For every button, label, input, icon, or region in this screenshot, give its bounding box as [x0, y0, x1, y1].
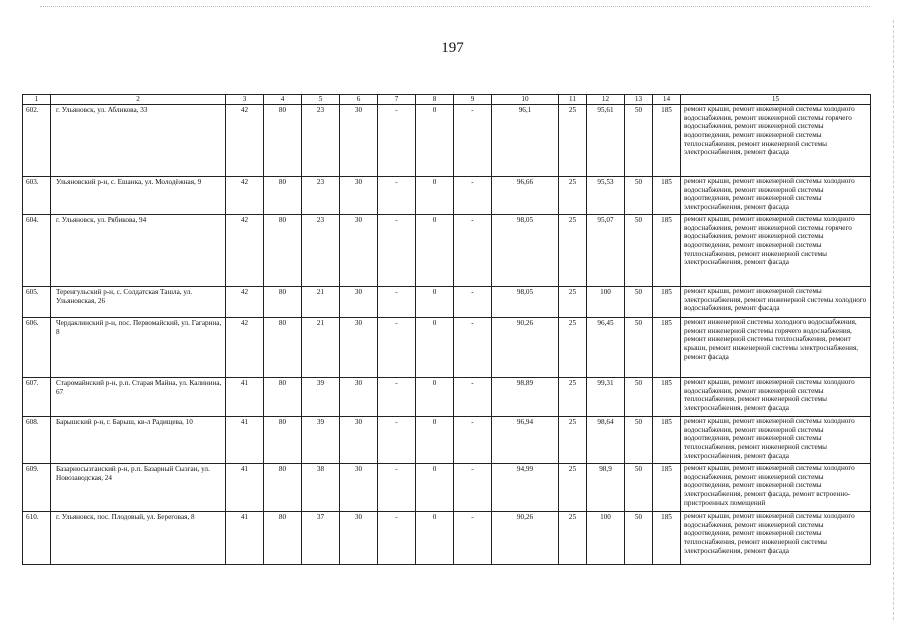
column-header: 12 — [587, 95, 625, 105]
header-row — [23, 95, 871, 105]
col-12: 100 — [587, 512, 625, 565]
row-number: 610. — [23, 512, 51, 565]
col-10: 98,89 — [492, 378, 559, 417]
column-header: 6 — [340, 95, 378, 105]
col-3: 41 — [226, 464, 264, 512]
work-list: ремонт крыши, ремонт инженерной системы холодного водоснабжения, ремонт инженерной системы теплоснабжения, ремонт инженерной системы электроснабжения, ремонт фасада — [681, 378, 871, 417]
address: Старомайнский р-н, р.п. Старая Майна, ул. Калинина, 67 — [51, 378, 226, 417]
col-13: 50 — [625, 105, 653, 177]
col-12: 95,07 — [587, 215, 625, 287]
col-4: 80 — [264, 417, 302, 464]
address: г. Ульяновск, ул. Рябикова, 94 — [51, 215, 226, 287]
col-13: 50 — [625, 318, 653, 378]
col-9: - — [454, 177, 492, 215]
address: г. Ульяновск, пос. Плодовый, ул. Береговая, 8 — [51, 512, 226, 565]
col-13: 50 — [625, 287, 653, 318]
row-number: 608. — [23, 417, 51, 464]
row-number: 606. — [23, 318, 51, 378]
table-row — [23, 215, 871, 287]
col-6: 30 — [340, 378, 378, 417]
column-header: 8 — [416, 95, 454, 105]
table-row — [23, 287, 871, 318]
col-6: 30 — [340, 287, 378, 318]
row-number: 607. — [23, 378, 51, 417]
col-5: 37 — [302, 512, 340, 565]
col-11: 25 — [559, 512, 587, 565]
work-list: ремонт крыши, ремонт инженерной системы электроснабжения, ремонт инженерной системы холодного водоснабжения, ремонт фасада — [681, 287, 871, 318]
col-3: 41 — [226, 378, 264, 417]
col-14: 185 — [653, 417, 681, 464]
work-list: ремонт крыши, ремонт инженерной системы холодного водоснабжения, ремонт инженерной системы водоотведения, ремонт инженерной системы электроснабжения, ремонт фасада — [681, 177, 871, 215]
col-9: - — [454, 378, 492, 417]
col-14: 185 — [653, 318, 681, 378]
address: Барышский р-н, г. Барыш, кв-л Радищева, 10 — [51, 417, 226, 464]
col-3: 42 — [226, 177, 264, 215]
work-list: ремонт крыши, ремонт инженерной системы холодного водоснабжения, ремонт инженерной системы водоотведения, ремонт инженерной системы электроснабжения, ремонт фасада, ремонт встроенно-пристроенных помещений — [681, 464, 871, 512]
col-6: 30 — [340, 318, 378, 378]
address: Базарносызганский р-н, р.п. Базарный Сызган, ул. Новозаводская, 24 — [51, 464, 226, 512]
col-5: 39 — [302, 378, 340, 417]
scan-artifact-top — [40, 6, 870, 8]
col-8: 0 — [416, 287, 454, 318]
work-list: ремонт крыши, ремонт инженерной системы холодного водоснабжения, ремонт инженерной системы водоотведения, ремонт инженерной системы теплоснабжения, ремонт инженерной системы электроснабжения, ремонт фасада — [681, 512, 871, 565]
col-11: 25 — [559, 105, 587, 177]
col-5: 39 — [302, 417, 340, 464]
col-13: 50 — [625, 378, 653, 417]
col-13: 50 — [625, 215, 653, 287]
col-12: 96,45 — [587, 318, 625, 378]
table-row — [23, 177, 871, 215]
col-11: 25 — [559, 318, 587, 378]
data-table — [22, 94, 871, 565]
col-3: 42 — [226, 105, 264, 177]
address: Ульяновский р-н, с. Ешанка, ул. Молодёжная, 9 — [51, 177, 226, 215]
column-header: 13 — [625, 95, 653, 105]
address: Чердаклинский р-н, пос. Первомайский, ул. Гагарина, 8 — [51, 318, 226, 378]
col-12: 95,53 — [587, 177, 625, 215]
col-8: 0 — [416, 417, 454, 464]
col-5: 21 — [302, 287, 340, 318]
col-3: 42 — [226, 215, 264, 287]
col-13: 50 — [625, 464, 653, 512]
col-6: 30 — [340, 215, 378, 287]
col-10: 90,26 — [492, 318, 559, 378]
col-4: 80 — [264, 318, 302, 378]
col-14: 185 — [653, 464, 681, 512]
col-8: 0 — [416, 177, 454, 215]
col-14: 185 — [653, 215, 681, 287]
col-7: - — [378, 318, 416, 378]
table-row — [23, 318, 871, 378]
col-11: 25 — [559, 417, 587, 464]
col-3: 42 — [226, 287, 264, 318]
col-11: 25 — [559, 215, 587, 287]
column-header: 9 — [454, 95, 492, 105]
col-7: - — [378, 464, 416, 512]
scan-artifact-edge — [893, 20, 895, 620]
col-3: 42 — [226, 318, 264, 378]
col-8: 0 — [416, 318, 454, 378]
col-4: 80 — [264, 378, 302, 417]
col-4: 80 — [264, 287, 302, 318]
col-9: - — [454, 512, 492, 565]
col-10: 96,94 — [492, 417, 559, 464]
col-7: - — [378, 287, 416, 318]
col-12: 95,61 — [587, 105, 625, 177]
col-9: - — [454, 287, 492, 318]
page-number: 197 — [441, 40, 464, 56]
col-10: 96,66 — [492, 177, 559, 215]
address: Теренгульский р-н, с. Солдатская Ташла, ул. Ульяновская, 26 — [51, 287, 226, 318]
col-7: - — [378, 177, 416, 215]
col-5: 23 — [302, 177, 340, 215]
col-11: 25 — [559, 177, 587, 215]
col-4: 80 — [264, 177, 302, 215]
column-header: 11 — [559, 95, 587, 105]
col-5: 21 — [302, 318, 340, 378]
col-14: 185 — [653, 287, 681, 318]
col-8: 0 — [416, 215, 454, 287]
col-7: - — [378, 105, 416, 177]
col-12: 98,64 — [587, 417, 625, 464]
row-number: 609. — [23, 464, 51, 512]
col-6: 30 — [340, 464, 378, 512]
col-8: 0 — [416, 464, 454, 512]
col-12: 98,9 — [587, 464, 625, 512]
col-6: 30 — [340, 512, 378, 565]
work-list: ремонт крыши, ремонт инженерной системы холодного водоснабжения, ремонт инженерной системы горячего водоснабжения, ремонт инженерной системы водоотведения, ремонт инженерной системы теплоснабжения, ремонт инженерной системы электроснабжения, ремонт фасада — [681, 105, 871, 177]
col-5: 23 — [302, 105, 340, 177]
col-4: 80 — [264, 512, 302, 565]
col-9: - — [454, 318, 492, 378]
col-11: 25 — [559, 378, 587, 417]
table-body — [23, 105, 871, 565]
col-9: - — [454, 105, 492, 177]
address: г. Ульяновск, ул. Абликова, 33 — [51, 105, 226, 177]
col-5: 38 — [302, 464, 340, 512]
col-14: 185 — [653, 512, 681, 565]
col-13: 50 — [625, 177, 653, 215]
column-header: 3 — [226, 95, 264, 105]
col-6: 30 — [340, 105, 378, 177]
column-header: 4 — [264, 95, 302, 105]
work-list: ремонт крыши, ремонт инженерной системы холодного водоснабжения, ремонт инженерной системы водоотведения, ремонт инженерной системы теплоснабжения, ремонт инженерной системы электроснабжения, ремонт фасада — [681, 417, 871, 464]
col-11: 25 — [559, 464, 587, 512]
col-5: 23 — [302, 215, 340, 287]
col-10: 94,99 — [492, 464, 559, 512]
col-10: 96,1 — [492, 105, 559, 177]
col-7: - — [378, 417, 416, 464]
col-12: 100 — [587, 287, 625, 318]
row-number: 604. — [23, 215, 51, 287]
row-number: 605. — [23, 287, 51, 318]
col-8: 0 — [416, 105, 454, 177]
col-12: 99,31 — [587, 378, 625, 417]
col-14: 185 — [653, 105, 681, 177]
col-9: - — [454, 417, 492, 464]
row-number: 603. — [23, 177, 51, 215]
work-list: ремонт инженерной системы холодного водоснабжения, ремонт инженерной системы горячего водоснабжения, ремонт инженерной системы теплоснабжения, ремонт крыши, ремонт инженерной системы электроснабжения, ремонт фасада — [681, 318, 871, 378]
col-14: 185 — [653, 378, 681, 417]
col-10: 98,05 — [492, 287, 559, 318]
col-8: 0 — [416, 512, 454, 565]
column-header: 7 — [378, 95, 416, 105]
row-number: 602. — [23, 105, 51, 177]
col-6: 30 — [340, 417, 378, 464]
col-7: - — [378, 378, 416, 417]
table-row — [23, 417, 871, 464]
col-7: - — [378, 215, 416, 287]
col-4: 80 — [264, 215, 302, 287]
col-13: 50 — [625, 512, 653, 565]
table-row — [23, 512, 871, 565]
table-row — [23, 464, 871, 512]
col-6: 30 — [340, 177, 378, 215]
col-10: 90,26 — [492, 512, 559, 565]
col-14: 185 — [653, 177, 681, 215]
work-list: ремонт крыши, ремонт инженерной системы холодного водоснабжения, ремонт инженерной системы горячего водоснабжения, ремонт инженерной системы водоотведения, ремонт инженерной системы теплоснабжения, ремонт инженерной системы электроснабжения, ремонт фасада — [681, 215, 871, 287]
column-header: 15 — [681, 95, 871, 105]
col-11: 25 — [559, 287, 587, 318]
table-row — [23, 378, 871, 417]
column-header: 2 — [51, 95, 226, 105]
col-7: - — [378, 512, 416, 565]
column-header: 10 — [492, 95, 559, 105]
col-4: 80 — [264, 464, 302, 512]
column-header: 5 — [302, 95, 340, 105]
col-3: 41 — [226, 417, 264, 464]
table-row — [23, 105, 871, 177]
col-10: 98,05 — [492, 215, 559, 287]
col-13: 50 — [625, 417, 653, 464]
col-4: 80 — [264, 105, 302, 177]
col-9: - — [454, 215, 492, 287]
col-9: - — [454, 464, 492, 512]
col-8: 0 — [416, 378, 454, 417]
column-header: 1 — [23, 95, 51, 105]
column-header: 14 — [653, 95, 681, 105]
col-3: 41 — [226, 512, 264, 565]
